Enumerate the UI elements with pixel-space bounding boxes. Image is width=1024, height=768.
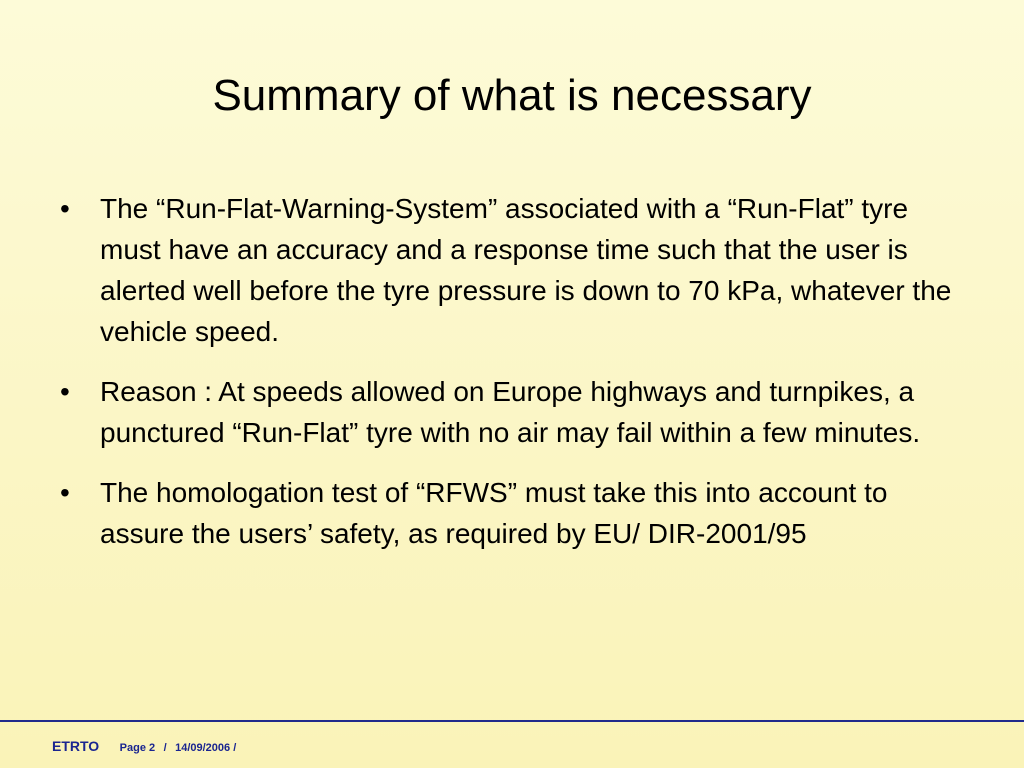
footer-page-number: Page 2 [119, 742, 156, 754]
footer-separator: / [163, 742, 167, 754]
bullet-icon: • [60, 193, 70, 224]
footer-divider [0, 720, 1024, 722]
bullet-item-3 [60, 472, 972, 554]
footer [52, 738, 236, 756]
bullet-list [60, 188, 972, 573]
footer-brand: ETRTO [52, 738, 100, 754]
slide-title: Summary of what is necessary [212, 71, 812, 120]
bullet-text: The homologation test of “RFWS” must take this into account to assure the users’ safety, as required by EU/ DIR-2001/95 [100, 477, 888, 549]
footer-date: 14/09/2006 / [175, 742, 237, 754]
bullet-text: Reason : At speeds allowed on Europe highways and turnpikes, a punctured “Run-Flat” tyre with no air may fail within a few minutes. [100, 376, 921, 448]
bullet-icon: • [60, 477, 70, 508]
bullet-item-1 [60, 188, 972, 352]
bullet-item-2 [60, 371, 972, 453]
bullet-icon: • [60, 376, 70, 407]
bullet-text: The “Run-Flat-Warning-System” associated with a “Run-Flat” tyre must have an accuracy and a response time such that the user is alerted well before the tyre pressure is down to 70 kPa, whatever the vehicle speed. [100, 193, 952, 347]
